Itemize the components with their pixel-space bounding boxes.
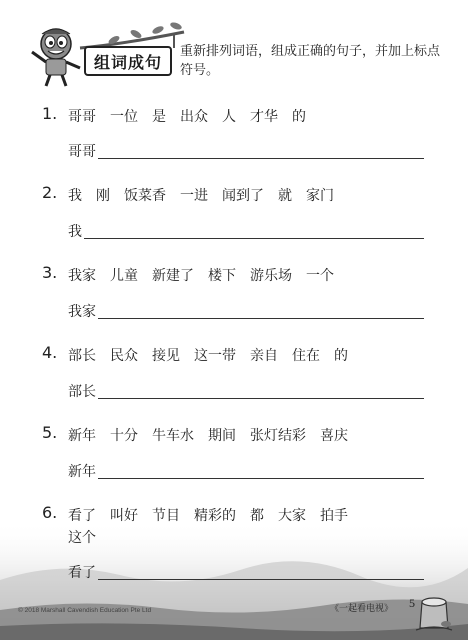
writing-line	[84, 237, 424, 239]
question-number: 2.	[42, 183, 58, 202]
section-title: 组词成句	[84, 46, 172, 76]
answer-line[interactable]	[68, 382, 424, 402]
word-chip: 牛车水	[152, 428, 194, 444]
word-chip: 民众	[110, 348, 138, 364]
question-number: 6.	[42, 503, 58, 522]
word-chip: 我	[68, 188, 82, 204]
question-number: 5.	[42, 423, 58, 442]
word-chip: 人	[222, 109, 236, 125]
header	[0, 0, 468, 100]
chapter-title: 《一起看电视》	[330, 604, 394, 614]
sentence-starter: 哥哥	[68, 144, 96, 160]
word-chip: 看了	[68, 508, 96, 524]
tree-stump-icon	[412, 588, 456, 632]
word-chip: 叫好	[110, 508, 138, 524]
word-chip: 新年	[68, 428, 96, 444]
answer-line[interactable]	[68, 142, 424, 162]
word-bank	[68, 106, 306, 126]
word-chip: 游乐场	[250, 268, 292, 284]
word-chip: 喜庆	[320, 428, 348, 444]
word-chip: 住在	[292, 348, 320, 364]
word-bank	[68, 505, 348, 525]
answer-line[interactable]	[68, 563, 424, 583]
writing-line	[98, 317, 424, 319]
word-chip: 一个	[306, 268, 334, 284]
writing-line	[98, 157, 424, 159]
word-bank	[68, 185, 334, 205]
word-chip: 这一带	[194, 348, 236, 364]
word-chip: 十分	[110, 428, 138, 444]
word-chip: 一位	[110, 109, 138, 125]
writing-line	[98, 578, 424, 580]
word-chip: 张灯结彩	[250, 428, 306, 444]
word-chip: 期间	[208, 428, 236, 444]
question-number: 1.	[42, 104, 58, 123]
word-chip: 拍手	[320, 508, 348, 524]
instruction-text: 重新排列词语，组成正确的句子，并加上标点符号。	[180, 44, 441, 78]
word-chip: 饭菜香	[124, 188, 166, 204]
word-chip: 节目	[152, 508, 180, 524]
copyright-text: © 2018 Marshall Cavendish Education Pte Ltd	[18, 607, 152, 614]
word-chip: 的	[334, 348, 348, 364]
sentence-starter: 我家	[68, 304, 96, 320]
answer-line[interactable]	[68, 302, 424, 322]
sentence-starter: 我	[68, 224, 82, 240]
question-number: 4.	[42, 343, 58, 362]
word-chip: 亲自	[250, 348, 278, 364]
word-chip: 新建了	[152, 268, 194, 284]
word-chip: 哥哥	[68, 109, 96, 125]
word-chip: 都	[250, 508, 264, 524]
word-bank	[68, 345, 348, 365]
word-chip: 刚	[96, 188, 110, 204]
word-chip-extra: 这个	[68, 530, 96, 546]
word-bank	[68, 425, 348, 445]
word-chip: 是	[152, 109, 166, 125]
word-chip: 家门	[306, 188, 334, 204]
word-chip: 才华	[250, 109, 278, 125]
word-chip: 出众	[180, 109, 208, 125]
word-chip: 一进	[180, 188, 208, 204]
question-number: 3.	[42, 263, 58, 282]
answer-line[interactable]	[68, 222, 424, 242]
word-chip: 精彩的	[194, 508, 236, 524]
word-chip: 就	[278, 188, 292, 204]
writing-line	[98, 477, 424, 479]
sentence-starter: 看了	[68, 565, 96, 581]
word-chip: 的	[292, 109, 306, 125]
word-bank	[68, 265, 334, 285]
word-chip: 儿童	[110, 268, 138, 284]
word-chip: 接见	[152, 348, 180, 364]
answer-line[interactable]	[68, 462, 424, 482]
writing-line	[98, 397, 424, 399]
word-chip: 我家	[68, 268, 96, 284]
word-chip: 楼下	[208, 268, 236, 284]
sentence-starter: 新年	[68, 464, 96, 480]
page-number: 5	[409, 596, 415, 610]
sentence-starter: 部长	[68, 384, 96, 400]
word-chip: 闻到了	[222, 188, 264, 204]
word-chip: 部长	[68, 348, 96, 364]
word-chip: 大家	[278, 508, 306, 524]
